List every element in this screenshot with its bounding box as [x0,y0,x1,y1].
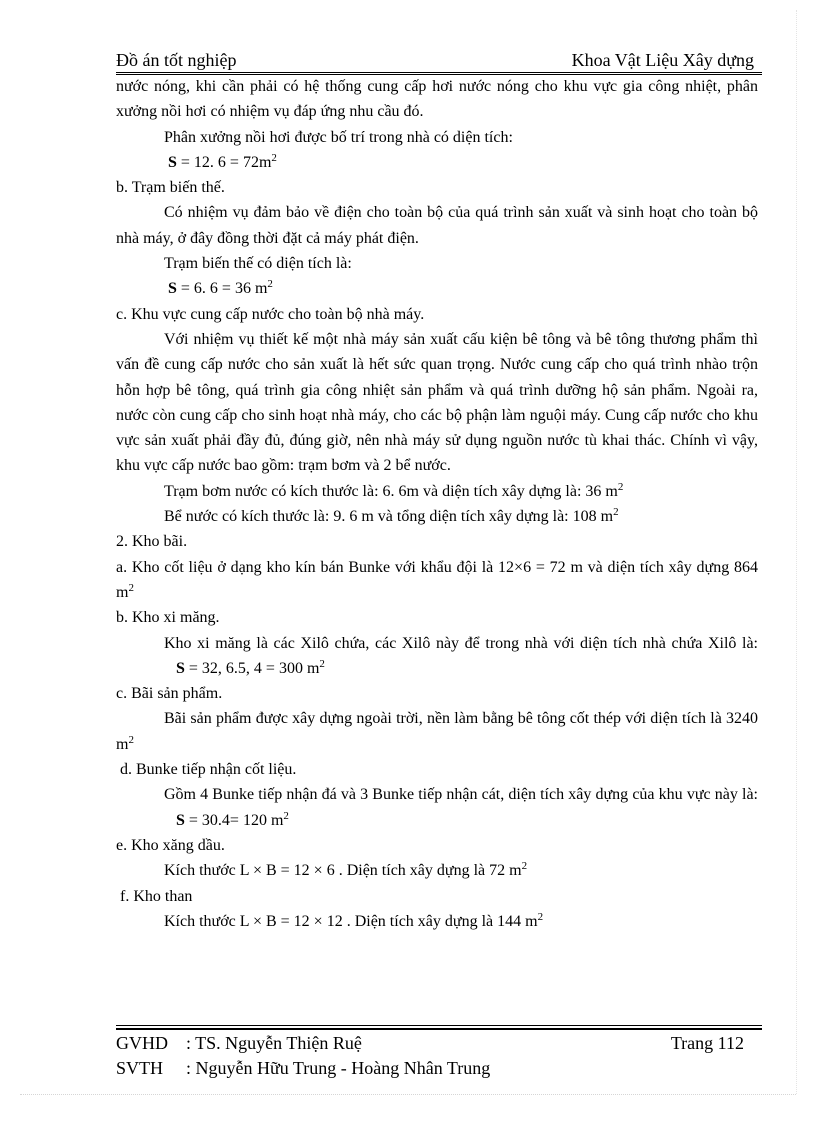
paragraph-text: Bể nước có kích thước là: 9. 6 m và tổng diện tích xây dựng là: 108 m [164,508,614,526]
paragraph [116,706,758,757]
section-heading: b. Trạm biến thế. [116,179,225,197]
superscript: 2 [283,809,289,822]
formula-symbol: S [176,811,185,829]
paragraph: Có nhiệm vụ đảm bảo về điện cho toàn bộ của quá trình sản xuất và sinh hoạt cho toàn bộ nhà máy, ở đây đồng thời đặt cả máy phát điện. [116,204,758,247]
formula-expression: = 30.4= 120 m [184,811,284,829]
superscript: 2 [271,151,277,164]
paragraph-text: a. Kho cốt liệu ở dạng kho kín bán Bunke với khẩu đội là 12×6 = 72 m và diện tích xây dựng 864 m [116,558,758,601]
formula [116,150,758,175]
superscript: 2 [521,860,528,873]
paragraph-text: Bãi sản phẩm được xây dựng ngoài trời, nền làm bằng bê tông cốt thép với diện tích là 3240 m [116,710,758,753]
superscript: 2 [267,278,273,291]
superscript: 2 [613,506,619,519]
section-heading: c. Khu vực cung cấp nước cho toàn bộ nhà máy. [116,305,425,323]
supervisor-label: GVHD [116,1033,168,1053]
paragraph: Trạm biến thế có diện tích là: [164,255,352,273]
paragraph-text: Kích thước L × B = 12 × 6 . Diện tích xây dựng là 72 m [164,862,522,880]
section-heading: d. Bunke tiếp nhận cốt liệu. [120,761,297,779]
section-heading: c. Bãi sản phẩm. [116,685,223,703]
paragraph: Với nhiệm vụ thiết kế một nhà máy sản xuất cấu kiện bê tông và bê tông thương phẩm thì vấn đề cung cấp nước cho sản xuất là hết sức quan trọng. Nước cung cấp cho quá trình nhào trộn hỗn hợp bê tông, quá trình gia công nhiệt sản phẩm và quá trình dưỡng hộ sản phẩm. Ngoài ra, nước còn cung cấp cho sinh hoạt nhà máy, cho các bộ phận làm nguội máy. Cung cấp nước cho khu vực sản xuất phải đầy đủ, đúng giờ, nên nhà máy sử dụng nguồn nước tù khai thác. Chính vì vậy, khu vực cấp nước bao gồm: trạm bơm và 2 bể nước. [116,330,758,475]
section-heading: e. Kho xăng dầu. [116,836,225,854]
formula [116,276,758,301]
header-faculty: Khoa Vật Liệu Xây dựng [571,50,754,70]
page-number: Trang 112 [670,1033,744,1053]
paragraph: nước nóng, khi cần phải có hệ thống cung cấp hơi nước nóng cho khu vực gia công nhiệt, phân xưởng nồi hơi có nhiệm vụ đáp ứng nhu cầu đó. [116,78,758,121]
student-label: SVTH [116,1058,164,1078]
paragraph [116,555,758,606]
superscript: 2 [617,480,624,493]
paragraph [116,909,758,934]
footer-rule-thick [116,1028,762,1030]
student-names: : Nguyễn Hữu Trung - Hoàng Nhân Trung [186,1058,491,1078]
section-heading: f. Kho than [120,887,193,905]
paragraph [116,479,758,504]
paragraph [116,631,758,682]
formula-expression: = 32, 6.5, 4 = 300 m [184,659,320,677]
paragraph-text: Kích thước L × B = 12 × 12 . Diện tích xây dựng là 144 m [164,912,538,930]
page-body [116,74,758,934]
section-heading: 2. Kho bãi. [116,533,188,551]
paragraph-text: Gồm 4 Bunke tiếp nhận đá và 3 Bunke tiếp nhận cát, diện tích xây dựng của khu vực này là: [164,786,758,804]
formula-expression: = 12. 6 = 72m [176,153,272,171]
formula-symbol: S [176,659,185,677]
formula-symbol: S [168,153,177,171]
header-document-title: Đồ án tốt nghiệp [116,50,237,70]
superscript: 2 [128,733,134,746]
superscript: 2 [319,657,325,670]
paragraph-text: Kho xi măng là các Xilô chứa, các Xilô này để trong nhà với diện tích nhà chứa Xilô là: [164,634,758,652]
page-header [116,50,762,73]
paragraph [116,858,758,883]
formula-expression: = 6. 6 = 36 m [176,280,268,298]
paragraph [116,782,758,833]
paragraph [116,504,758,529]
superscript: 2 [128,581,134,594]
section-heading: b. Kho xi măng. [116,609,220,627]
page-border-bottom [20,1094,796,1095]
superscript: 2 [537,910,544,923]
page-footer [116,1031,762,1081]
supervisor-name: : TS. Nguyễn Thiện Ruệ [186,1033,362,1053]
page-border-right [796,10,797,1094]
footer-student-row [116,1056,762,1081]
paragraph: Phân xưởng nồi hơi được bố trí trong nhà có diện tích: [164,128,513,146]
footer-rule [116,1025,762,1026]
footer-supervisor-row [116,1031,762,1056]
paragraph-text: Trạm bơm nước có kích thước là: 6. 6m và diện tích xây dựng là: 36 m [164,482,618,500]
formula-symbol: S [168,280,177,298]
